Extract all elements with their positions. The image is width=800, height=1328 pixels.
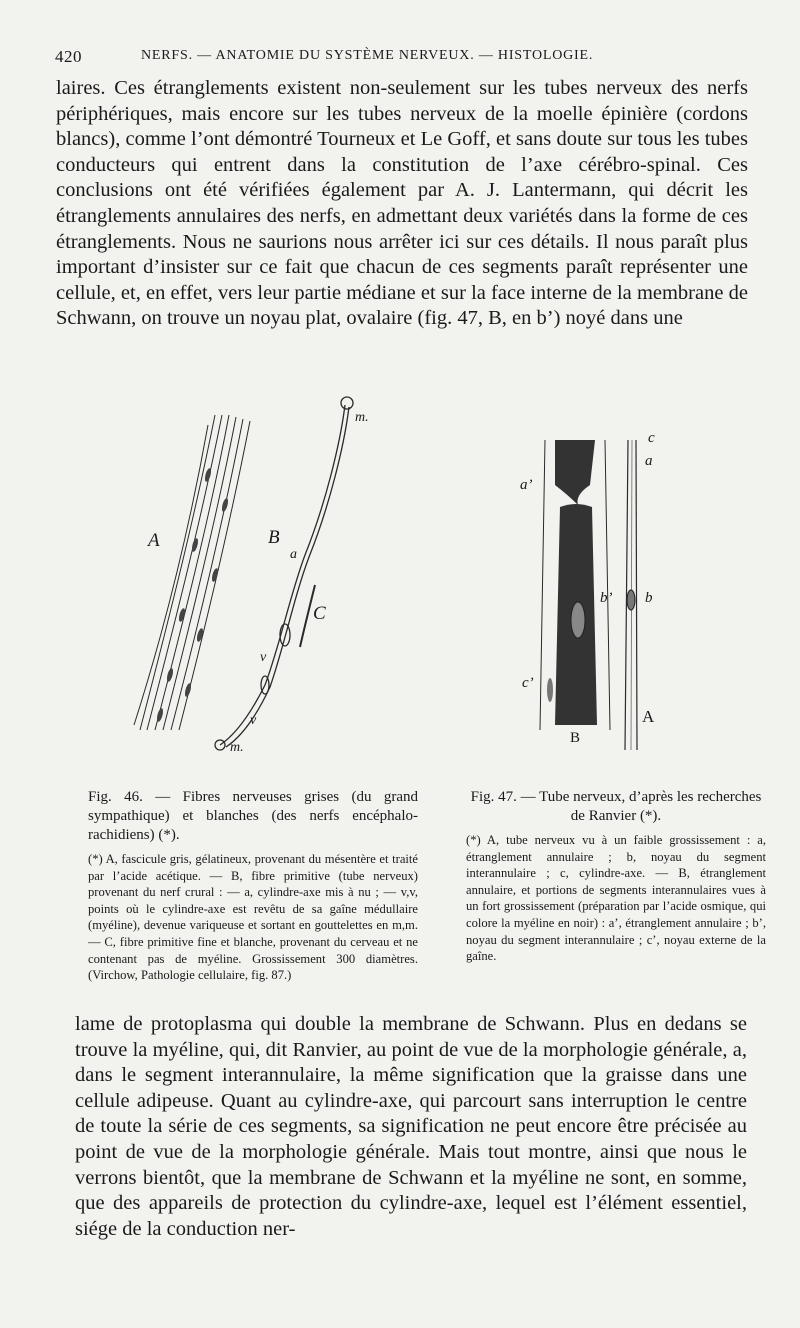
- fig47-label-b: b: [645, 590, 653, 606]
- fig47-label-a: a: [645, 453, 653, 469]
- figure46-fibre-B: [215, 397, 353, 750]
- fig47-label-A: A: [642, 707, 655, 726]
- bottom-paragraph: lame de protoplasma qui double la membrane de Schwann. Plus en dedans se trouve la myéline, qui, dit Ranvier, au point de vue de la morphologie générale, a, dans le segment interannulaire, la même signification que la graisse dans une cellule adipeuse. Quant au cylindre-axe, qui parcourt sans interruption le centre de toute la série de ces segments, sa signification ne peut encore être précisée au point de vue de la morphologie générale. Mais tout montre, ainsi que nous le verrons bientôt, que la membrane de Schwann et la myéline ne sont, en somme, que des appareils de protection du cylindre-axe, lequel est l’élément essentiel, siége de la conduction ner-: [75, 1013, 747, 1240]
- fig47-label-b-prime: b’: [600, 590, 613, 606]
- figure46-caption: [88, 788, 418, 984]
- figure47-tube-A: [625, 440, 637, 750]
- figure47-caption-note: (*) A, tube nerveux vu à un faible grossissement : a, étranglement annulaire ; b, noyau du segment interannulaire ; c, cylindre-axe. — B, étranglement annulaire, et portions de segments interannulaires vues à un fort grossissement (préparation par l’acide osmique, qui colore la myéline en noir) : a’, étranglement annulaire ; b’, noyau du segment interannulaire ; c’, noyau externe de la gaîne.: [466, 833, 766, 964]
- page-number: 420: [55, 47, 82, 66]
- running-header: [55, 47, 745, 71]
- figure46-caption-note: (*) A, fascicule gris, gélatineux, provenant du mésentère et traité par l’acide acétique. — B, fibre primitive (tube nerveux) provenant du nerf crural : — a, cylindre-axe mis à nu ; — v,v, points où le cylindre-axe est revêtu de sa gaîne médullaire (myéline), devenue variqueuse et sortant en gouttelettes en m,m. — C, fibre primitive fine et blanche, provenant du cerveau et ne contenant pas de myéline. Grossissement 300 diamètres. (Virchow, Pathologie cellulaire, fig. 87.): [88, 852, 418, 983]
- top-paragraph: laires. Ces étranglements existent non-seulement sur les tubes nerveux des nerfs périphériques, mais encore sur les tubes nerveux de la moelle épinière (cordons blancs), comme l’ont démontré Tourneux et Le Goff, et sans doute sur tous les tubes conducteurs qui entrent dans la constitution de l’axe cérébro-spinal. Ces conclusions ont été vérifiées également par A. J. Lantermann, qui décrit les étranglements annulaires des nerfs, en admettant deux variétés dans la forme de ces étranglements. Nous ne saurions nous arrêter ici sur ces détails. Il nous paraît plus important d’insister sur ce fait que chacun de ces segments paraît représenter une cellule, et, en effet, vers leur partie médiane et sur la face interne de la membrane de Schwann, on trouve un noyau plat, ovalaire (fig. 47, B, en b’) noyé dans une: [56, 77, 748, 330]
- figure46-caption-title: Fig. 46. — Fibres nerveuses grises (du grand sympathique) et blanches (des nerfs encéphalo-rachidiens) (*).: [88, 789, 418, 843]
- fig46-label-v1: v: [260, 650, 267, 665]
- fig46-label-a: a: [290, 547, 297, 562]
- running-title: NERFS. — ANATOMIE DU SYSTÈME NERVEUX. — HISTOLOGIE.: [141, 48, 594, 63]
- fig47-label-B: B: [570, 730, 581, 746]
- figure47-caption-title: Fig. 47. — Tube nerveux, d’après les recherches de Ranvier (*).: [470, 789, 762, 824]
- figure47-tube-B: [540, 440, 610, 730]
- fig46-label-m-bottom: m.: [230, 740, 244, 755]
- fig46-label-m-top: m.: [355, 410, 369, 425]
- bottom-paragraph-block: [75, 1012, 747, 1242]
- fig46-label-B: B: [268, 527, 280, 548]
- fig47-label-c-prime: c’: [522, 675, 534, 691]
- top-paragraph-block: [56, 76, 748, 332]
- figure46-fascicle-A: [134, 415, 250, 730]
- figures-area: [100, 385, 750, 785]
- fig47-label-c: c: [648, 430, 655, 446]
- fig46-label-A: A: [148, 530, 160, 551]
- fig46-label-C: C: [313, 603, 326, 624]
- fig47-label-a-prime: a’: [520, 477, 533, 493]
- figure47-caption: [466, 788, 766, 965]
- fig46-label-v2: v: [250, 713, 257, 728]
